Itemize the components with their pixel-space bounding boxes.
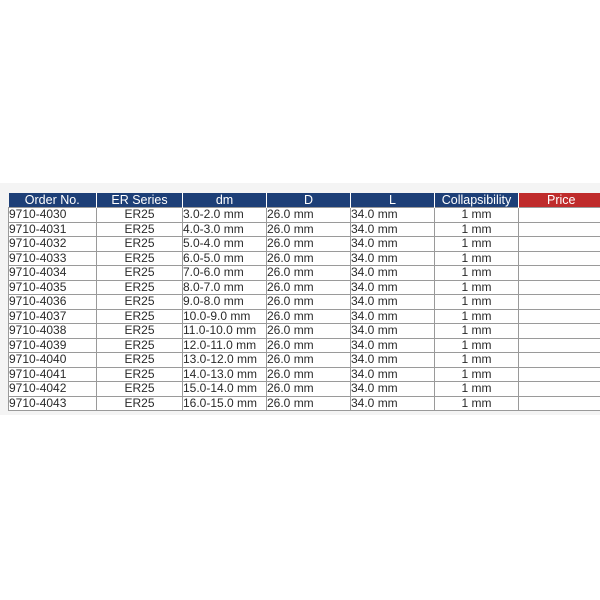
l-cell: 34.0 mm [351, 266, 435, 281]
d-cell: 26.0 mm [267, 266, 351, 281]
l-cell: 34.0 mm [351, 208, 435, 223]
table-row [9, 309, 600, 324]
table-row [9, 324, 600, 339]
header-dm: dm [183, 193, 267, 208]
order-no-cell: 9710-4037 [9, 309, 97, 324]
dm-cell: 5.0-4.0 mm [183, 237, 267, 252]
dm-cell: 16.0-15.0 mm [183, 396, 267, 411]
price-cell: $13.01 [519, 353, 600, 368]
d-cell: 26.0 mm [267, 295, 351, 310]
er-series-cell: ER25 [97, 338, 183, 353]
er-series-cell: ER25 [97, 222, 183, 237]
dm-cell: 9.0-8.0 mm [183, 295, 267, 310]
header-price: Price [519, 193, 600, 208]
order-no-cell: 9710-4036 [9, 295, 97, 310]
l-cell: 34.0 mm [351, 280, 435, 295]
collapsibility-cell: 1 mm [435, 324, 519, 339]
dm-cell: 4.0-3.0 mm [183, 222, 267, 237]
er-series-cell: ER25 [97, 208, 183, 223]
collapsibility-cell: 1 mm [435, 280, 519, 295]
table-row [9, 222, 600, 237]
l-cell: 34.0 mm [351, 309, 435, 324]
d-cell: 26.0 mm [267, 280, 351, 295]
price-cell: $13.01 [519, 266, 600, 281]
d-cell: 26.0 mm [267, 251, 351, 266]
order-no-cell: 9710-4032 [9, 237, 97, 252]
table-row [9, 367, 600, 382]
collapsibility-cell: 1 mm [435, 367, 519, 382]
er-series-cell: ER25 [97, 251, 183, 266]
order-no-cell: 9710-4031 [9, 222, 97, 237]
l-cell: 34.0 mm [351, 396, 435, 411]
dm-cell: 14.0-13.0 mm [183, 367, 267, 382]
d-cell: 26.0 mm [267, 208, 351, 223]
table-row [9, 382, 600, 397]
dm-cell: 11.0-10.0 mm [183, 324, 267, 339]
collapsibility-cell: 1 mm [435, 295, 519, 310]
d-cell: 26.0 mm [267, 309, 351, 324]
collapsibility-cell: 1 mm [435, 266, 519, 281]
price-cell: $13.01 [519, 251, 600, 266]
l-cell: 34.0 mm [351, 367, 435, 382]
er-series-cell: ER25 [97, 237, 183, 252]
l-cell: 34.0 mm [351, 324, 435, 339]
table-row [9, 295, 600, 310]
order-no-cell: 9710-4034 [9, 266, 97, 281]
er-series-cell: ER25 [97, 324, 183, 339]
d-cell: 26.0 mm [267, 222, 351, 237]
d-cell: 26.0 mm [267, 396, 351, 411]
collapsibility-cell: 1 mm [435, 309, 519, 324]
er-series-cell: ER25 [97, 367, 183, 382]
order-no-cell: 9710-4041 [9, 367, 97, 382]
dm-cell: 10.0-9.0 mm [183, 309, 267, 324]
dm-cell: 7.0-6.0 mm [183, 266, 267, 281]
price-cell: $13.01 [519, 237, 600, 252]
header-er-series: ER Series [97, 193, 183, 208]
price-cell: $13.01 [519, 309, 600, 324]
collapsibility-cell: 1 mm [435, 222, 519, 237]
dm-cell: 3.0-2.0 mm [183, 208, 267, 223]
table-row [9, 251, 600, 266]
l-cell: 34.0 mm [351, 353, 435, 368]
order-no-cell: 9710-4043 [9, 396, 97, 411]
er-series-cell: ER25 [97, 309, 183, 324]
price-cell: $13.01 [519, 324, 600, 339]
er-series-cell: ER25 [97, 280, 183, 295]
dm-cell: 15.0-14.0 mm [183, 382, 267, 397]
collapsibility-cell: 1 mm [435, 208, 519, 223]
table-row [9, 338, 600, 353]
header-d: D [267, 193, 351, 208]
d-cell: 26.0 mm [267, 367, 351, 382]
table-row [9, 237, 600, 252]
collapsibility-cell: 1 mm [435, 338, 519, 353]
collapsibility-cell: 1 mm [435, 237, 519, 252]
l-cell: 34.0 mm [351, 251, 435, 266]
order-no-cell: 9710-4040 [9, 353, 97, 368]
dm-cell: 13.0-12.0 mm [183, 353, 267, 368]
d-cell: 26.0 mm [267, 353, 351, 368]
order-no-cell: 9710-4033 [9, 251, 97, 266]
l-cell: 34.0 mm [351, 338, 435, 353]
dm-cell: 8.0-7.0 mm [183, 280, 267, 295]
order-no-cell: 9710-4042 [9, 382, 97, 397]
er-series-cell: ER25 [97, 396, 183, 411]
l-cell: 34.0 mm [351, 222, 435, 237]
price-cell: $13.01 [519, 280, 600, 295]
price-cell: $13.01 [519, 222, 600, 237]
table-row [9, 396, 600, 411]
er-series-cell: ER25 [97, 353, 183, 368]
header-l: L [351, 193, 435, 208]
table-row [9, 280, 600, 295]
d-cell: 26.0 mm [267, 382, 351, 397]
collapsibility-cell: 1 mm [435, 251, 519, 266]
d-cell: 26.0 mm [267, 324, 351, 339]
collapsibility-cell: 1 mm [435, 396, 519, 411]
d-cell: 26.0 mm [267, 237, 351, 252]
order-no-cell: 9710-4039 [9, 338, 97, 353]
l-cell: 34.0 mm [351, 295, 435, 310]
header-order-no: Order No. [9, 193, 97, 208]
er-series-cell: ER25 [97, 295, 183, 310]
l-cell: 34.0 mm [351, 382, 435, 397]
er-series-cell: ER25 [97, 382, 183, 397]
table-row [9, 353, 600, 368]
order-no-cell: 9710-4030 [9, 208, 97, 223]
d-cell: 26.0 mm [267, 338, 351, 353]
dm-cell: 6.0-5.0 mm [183, 251, 267, 266]
order-no-cell: 9710-4035 [9, 280, 97, 295]
price-cell: $13.01 [519, 338, 600, 353]
price-cell: $13.01 [519, 208, 600, 223]
dm-cell: 12.0-11.0 mm [183, 338, 267, 353]
price-cell: $13.01 [519, 396, 600, 411]
l-cell: 34.0 mm [351, 237, 435, 252]
header-collapsibility: Collapsibility [435, 193, 519, 208]
collet-spec-table [8, 193, 600, 411]
price-cell: $13.01 [519, 295, 600, 310]
table-row [9, 266, 600, 281]
header-row [9, 193, 600, 208]
order-no-cell: 9710-4038 [9, 324, 97, 339]
collapsibility-cell: 1 mm [435, 353, 519, 368]
collapsibility-cell: 1 mm [435, 382, 519, 397]
table-row [9, 208, 600, 223]
price-cell: $13.01 [519, 382, 600, 397]
er-series-cell: ER25 [97, 266, 183, 281]
price-cell: $13.01 [519, 367, 600, 382]
